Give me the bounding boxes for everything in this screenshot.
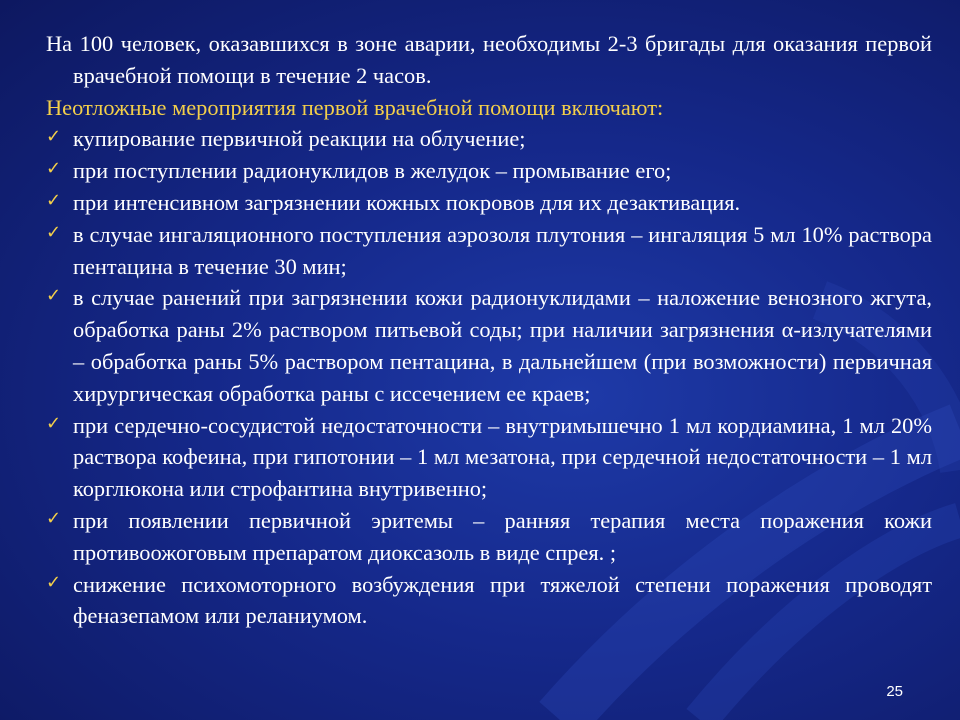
list-item bbox=[46, 187, 932, 219]
checkmark-icon: ✓ bbox=[46, 221, 62, 243]
page-number: 25 bbox=[886, 683, 903, 700]
intro-paragraph: На 100 человек, оказавшихся в зоне аварии, необходимы 2-3 бригады для оказания первой врачебной помощи в течение 2 часов. bbox=[46, 31, 932, 88]
checklist bbox=[46, 123, 932, 632]
subheading: Неотложные мероприятия первой врачебной помощи включают: bbox=[46, 94, 664, 120]
checkmark-icon: ✓ bbox=[46, 126, 62, 148]
checkmark-icon: ✓ bbox=[46, 571, 62, 593]
list-item-text: в случае ингаляционного поступления аэрозоля плутония – ингаляция 5 мл 10% раствора пентацина в течение 30 мин; bbox=[73, 221, 932, 279]
list-item bbox=[46, 569, 932, 633]
list-item bbox=[46, 219, 932, 283]
list-item bbox=[46, 123, 932, 155]
list-item bbox=[46, 155, 932, 187]
list-item-text: при поступлении радионуклидов в желудок – промывание его; bbox=[73, 158, 672, 184]
list-item bbox=[46, 410, 932, 505]
list-item bbox=[46, 505, 932, 569]
list-item-text: купирование первичной реакции на облучение; bbox=[73, 126, 526, 152]
checkmark-icon: ✓ bbox=[46, 412, 62, 434]
list-item-text: в случае ранений при загрязнении кожи радионуклидами – наложение венозного жгута, обработка раны 2% раствором питьевой соды; при наличии загрязнения α-излучателями – обработка раны 5% раствором пентацина, в дальнейшем (при возможности) первичная хирургическая обработка раны с иссечением ее краев; bbox=[73, 285, 932, 406]
checkmark-icon: ✓ bbox=[46, 189, 62, 211]
list-item-text: при появлении первичной эритемы – ранняя терапия места поражения кожи противоожоговым препаратом диоксазоль в виде спрея. ; bbox=[73, 507, 932, 565]
checkmark-icon: ✓ bbox=[46, 158, 62, 180]
list-item-text: при интенсивном загрязнении кожных покровов для их дезактивация. bbox=[73, 189, 741, 215]
list-item-text: при сердечно-сосудистой недостаточности – внутримышечно 1 мл кордиамина, 1 мл 20% раствора кофеина, при гипотонии – 1 мл мезатона, при сердечной недостаточности – 1 мл корглюкона или строфантина внутривенно; bbox=[73, 412, 932, 502]
checkmark-icon: ✓ bbox=[46, 507, 62, 529]
slide-content bbox=[46, 28, 932, 632]
list-item bbox=[46, 282, 932, 409]
list-item-text: снижение психомоторного возбуждения при тяжелой степени поражения проводят феназепамом или реланиумом. bbox=[73, 571, 932, 629]
checkmark-icon: ✓ bbox=[46, 285, 62, 307]
